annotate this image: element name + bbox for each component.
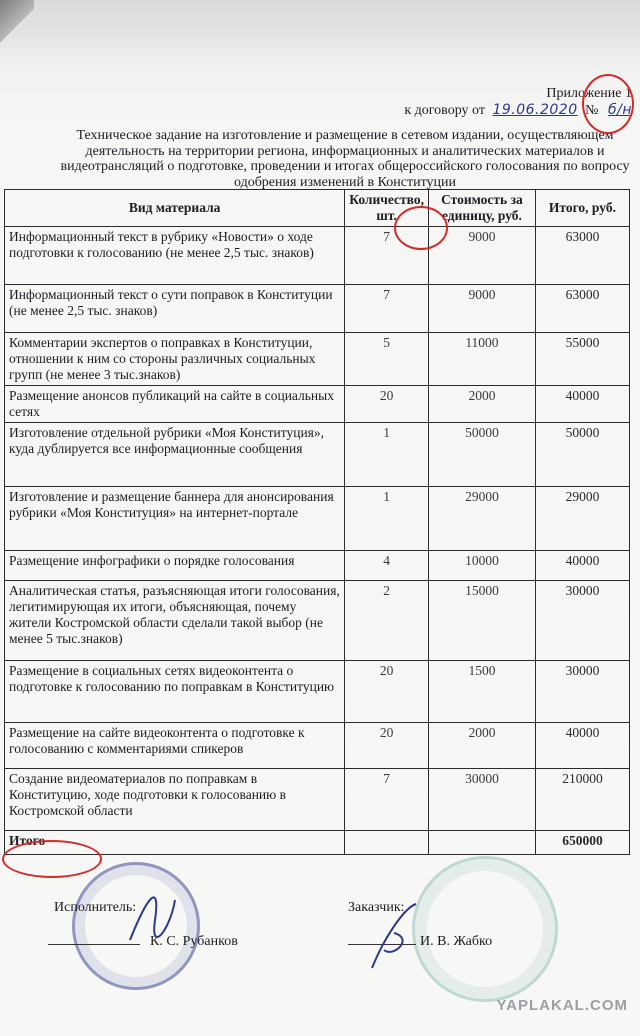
row-price: 2000: [428, 723, 535, 769]
row-sum: 40000: [535, 551, 629, 581]
row-price: 9000: [428, 227, 535, 285]
row-qty: 7: [345, 769, 429, 831]
row-qty: 5: [345, 333, 429, 386]
row-qty: 2: [345, 581, 429, 661]
row-name: Изготовление отдельной рубрики «Моя Конституция», куда дублируется все информационные сообщения: [5, 423, 345, 487]
table-row: [5, 487, 630, 551]
row-sum: 63000: [535, 285, 629, 333]
number-label: №: [585, 103, 599, 118]
row-price: 11000: [428, 333, 535, 386]
customer-stamp-icon: [412, 856, 558, 1002]
row-qty: 20: [345, 661, 429, 723]
row-qty: 4: [345, 551, 429, 581]
total-empty-qty: [345, 831, 429, 855]
table-header-row: [5, 190, 630, 227]
row-name: Размещение в социальных сетях видеоконтента о подготовке к голосованию по поправкам в Конституцию: [5, 661, 345, 723]
row-sum: 210000: [535, 769, 629, 831]
header-price: Стоимость за единицу, руб.: [428, 190, 535, 227]
row-qty: 20: [345, 723, 429, 769]
row-price: 15000: [428, 581, 535, 661]
customer-name: И. В. Жабко: [420, 934, 493, 949]
row-name: Аналитическая статья, разъясняющая итоги голосования, легитимирующая их итоги, объясняющая, почему жители Костромской области сделали такой выбор (не менее 5 тыс.знаков): [5, 581, 345, 661]
table-row: [5, 285, 630, 333]
table-row: [5, 386, 630, 423]
table-row: [5, 551, 630, 581]
annotation-circle-total: [2, 840, 102, 878]
task-title: Техническое задание на изготовление и размещение в сетевом издании, осуществляющем деятельность на территории региона, информационных и аналитических материалов и видеотрансляций о подготовке, проведении и итогах общероссийского голосования по вопросу одобрения изменений в Конституции: [60, 128, 630, 190]
row-qty: 20: [345, 386, 429, 423]
header-sum: Итого, руб.: [535, 190, 629, 227]
table-row: [5, 661, 630, 723]
total-label: Итого: [5, 831, 345, 855]
scan-shadow: [0, 0, 640, 70]
row-price: 50000: [428, 423, 535, 487]
customer-label: Заказчик:: [348, 900, 405, 915]
executor-signature-icon: [120, 880, 180, 950]
table-row: [5, 423, 630, 487]
materials-table: [4, 189, 630, 855]
header-qty: Количество, шт.: [345, 190, 429, 227]
customer-signature-icon: [364, 898, 424, 978]
row-price: 29000: [428, 487, 535, 551]
row-sum: 40000: [535, 723, 629, 769]
row-sum: 63000: [535, 227, 629, 285]
row-qty: 7: [345, 285, 429, 333]
row-name: Размещение анонсов публикаций на сайте в социальных сетях: [5, 386, 345, 423]
table-row: [5, 723, 630, 769]
table-row: [5, 581, 630, 661]
row-qty: 1: [345, 423, 429, 487]
contract-date: 19.06.2020: [492, 102, 578, 118]
row-price: 1500: [428, 661, 535, 723]
total-value: 650000: [535, 831, 629, 855]
total-empty-price: [428, 831, 535, 855]
row-name: Информационный текст о сути поправок в Конституции (не менее 2,5 тыс. знаков): [5, 285, 345, 333]
row-name: Размещение на сайте видеоконтента о подготовке к голосованию с комментариями спикеров: [5, 723, 345, 769]
row-sum: 55000: [535, 333, 629, 386]
table-row: [5, 333, 630, 386]
row-sum: 40000: [535, 386, 629, 423]
watermark: YAPLAKAL.COM: [496, 997, 628, 1014]
row-sum: 30000: [535, 581, 629, 661]
contract-prefix: к договору от: [404, 103, 485, 118]
executor-name: К. С. Рубанков: [150, 934, 238, 949]
annotation-circle-number: [582, 74, 634, 134]
row-name: Комментарии экспертов о поправках в Конституции, отношении к ним со стороны различных социальных групп (не менее 3 тыс.знаков): [5, 333, 345, 386]
row-sum: 30000: [535, 661, 629, 723]
row-sum: 29000: [535, 487, 629, 551]
row-qty: 1: [345, 487, 429, 551]
contract-number: б/н: [607, 102, 632, 118]
row-sum: 50000: [535, 423, 629, 487]
table-row: [5, 227, 630, 285]
row-price: 2000: [428, 386, 535, 423]
table-row: [5, 769, 630, 831]
executor-label: Исполнитель:: [54, 900, 137, 915]
page-fold: [0, 0, 34, 60]
row-name: Информационный текст в рубрику «Новости» о ходе подготовки к голосованию (не менее 2,5 тыс. знаков): [5, 227, 345, 285]
row-name: Изготовление и размещение баннера для анонсирования рубрики «Моя Конституция» на интернет-портале: [5, 487, 345, 551]
row-qty: 7: [345, 227, 429, 285]
annotation-circle-qty: [394, 206, 448, 250]
row-price: 30000: [428, 769, 535, 831]
annex-title: Приложение 1: [546, 86, 632, 101]
row-name: Создание видеоматериалов по поправкам в Конституцию, ходе подготовки к голосованию в Костромской области: [5, 769, 345, 831]
row-price: 10000: [428, 551, 535, 581]
header-name: Вид материала: [5, 190, 345, 227]
row-price: 9000: [428, 285, 535, 333]
row-name: Размещение инфографики о порядке голосования: [5, 551, 345, 581]
